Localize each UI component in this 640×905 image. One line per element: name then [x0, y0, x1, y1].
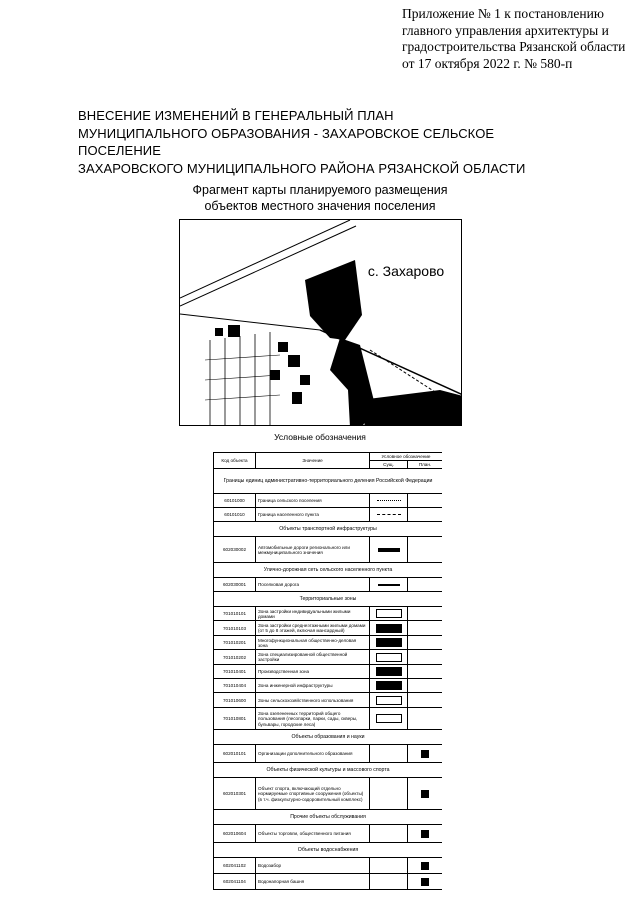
- symbol-cell: [370, 650, 408, 665]
- annex-line-4: от 17 октября 2022 г. № 580-п: [402, 55, 573, 71]
- symbol-cell: [408, 874, 443, 890]
- section-transport: Объекты транспортной инфраструктуры: [214, 522, 443, 537]
- col-code-header: Код объекта: [214, 453, 256, 469]
- legend-header-row: [214, 453, 443, 461]
- row-name: Производственная зона: [256, 665, 370, 679]
- parcel-row-3: [205, 395, 280, 400]
- row-code: 701010202: [214, 650, 256, 665]
- section-borders: Границы единиц административно-территориального деления Российской Федерации: [214, 469, 443, 494]
- row-code: 60101000: [214, 494, 256, 508]
- table-row: [214, 494, 443, 508]
- table-row: [214, 679, 443, 693]
- table-row: [214, 650, 443, 665]
- table-row: [214, 825, 443, 843]
- row-name: Объект спорта, включающий отдельно нормируемые спортивные сооружения (объекты) (в т.ч. физкультурно-оздоровительный комплекс): [256, 778, 370, 810]
- section-zones: Территориальные зоны: [214, 592, 443, 607]
- building-6: [270, 370, 280, 380]
- row-name: Объекты торговли, общественного питания: [256, 825, 370, 843]
- zone-midrise-symbol: [376, 624, 402, 633]
- parcel-row-2: [205, 375, 280, 380]
- row-name: Водозабор: [256, 858, 370, 874]
- map-fragment: [179, 219, 462, 426]
- symbol-cell: [408, 778, 443, 810]
- village-road-symbol: [378, 584, 400, 586]
- row-name: Зона озелененных территорий общего пользования (лесопарки, парки, сады, скверы, бульвары, городские леса): [256, 708, 370, 730]
- row-name: Зона инженерной инфраструктуры: [256, 679, 370, 693]
- table-row: [214, 621, 443, 636]
- education-object-symbol: [421, 750, 429, 758]
- section-street: Улично-дорожная сеть сельского населенного пункта: [214, 563, 443, 578]
- heading-line-1: ВНЕСЕНИЕ ИЗМЕНЕНИЙ В ГЕНЕРАЛЬНЫЙ ПЛАН: [78, 108, 394, 123]
- row-code: 701010401: [214, 665, 256, 679]
- sport-object-symbol: [421, 790, 429, 798]
- symbol-cell: [370, 636, 408, 650]
- row-name: Граница населенного пункта: [256, 508, 370, 522]
- row-name: Водонапорная башня: [256, 874, 370, 890]
- building-5: [292, 392, 302, 404]
- settlement-label: с. Захарово: [367, 263, 445, 279]
- symbol-cell: [370, 665, 408, 679]
- annex-line-1: Приложение № 1 к постановлению: [402, 6, 604, 21]
- legend-section-row: [214, 843, 443, 858]
- row-name: Поселковая дорога: [256, 578, 370, 592]
- col-exist-header: Сущ.: [370, 461, 408, 469]
- legend-section-row: [214, 522, 443, 537]
- building-7: [215, 328, 223, 336]
- symbol-cell: [370, 679, 408, 693]
- road-diagonal: [180, 314, 320, 330]
- water-tower-symbol: [421, 878, 429, 886]
- zone-public-symbol: [376, 653, 402, 662]
- row-code: 701010404: [214, 679, 256, 693]
- legend-table-container: [213, 452, 442, 905]
- symbol-cell: [408, 825, 443, 843]
- row-code: 602010101: [214, 745, 256, 763]
- table-row: [214, 708, 443, 730]
- section-water: Объекты водоснабжения: [214, 843, 443, 858]
- zone-south: [360, 390, 462, 426]
- table-row: [214, 693, 443, 708]
- legend-section-row: [214, 592, 443, 607]
- symbol-cell: [370, 607, 408, 621]
- border-locality-symbol: [377, 514, 401, 515]
- row-code: 701010101: [214, 607, 256, 621]
- zone-business-symbol: [376, 638, 402, 647]
- row-name: Граница сельского поселения: [256, 494, 370, 508]
- building-2: [278, 342, 288, 352]
- document-heading: [78, 107, 578, 177]
- symbol-cell: [370, 621, 408, 636]
- zone-green-symbol: [376, 714, 402, 723]
- legend-section-row: [214, 810, 443, 825]
- row-name: Многофункциональная общественно-деловая зона: [256, 636, 370, 650]
- row-code: 701010103: [214, 621, 256, 636]
- parcel-row-1: [205, 355, 280, 360]
- section-education: Объекты образования и науки: [214, 730, 443, 745]
- heading-line-2: МУНИЦИПАЛЬНОГО ОБРАЗОВАНИЯ - ЗАХАРОВСКОЕ СЕЛЬСКОЕ ПОСЕЛЕНИЕ: [78, 125, 495, 158]
- table-row: [214, 778, 443, 810]
- legend-title: Условные обозначения: [274, 432, 366, 442]
- symbol-cell: [370, 537, 408, 563]
- row-code: 701010801: [214, 708, 256, 730]
- row-name: Автомобильные дороги регионального или межмуниципального значения: [256, 537, 370, 563]
- legend-section-row: [214, 563, 443, 578]
- symbol-cell: [408, 858, 443, 874]
- row-code: 602041102: [214, 858, 256, 874]
- col-symbol-header: Условное обозначение: [370, 453, 443, 461]
- row-code: 602010604: [214, 825, 256, 843]
- table-row: [214, 607, 443, 621]
- table-row: [214, 665, 443, 679]
- building-1: [228, 325, 240, 337]
- heading-line-3: ЗАХАРОВСКОГО МУНИЦИПАЛЬНОГО РАЙОНА РЯЗАНСКОЙ ОБЛАСТИ: [78, 160, 526, 176]
- annex-line-2: главного управления архитектуры и: [402, 22, 609, 38]
- table-row: [214, 508, 443, 522]
- table-row: [214, 745, 443, 763]
- legend-section-row: [214, 469, 443, 494]
- map-caption: [150, 182, 490, 214]
- row-name: Зона специализированной общественной застройки: [256, 650, 370, 665]
- row-name: Зона застройки индивидуальными жилыми домами: [256, 607, 370, 621]
- water-intake-symbol: [421, 862, 429, 870]
- table-row: [214, 636, 443, 650]
- row-code: 602030002: [214, 537, 256, 563]
- symbol-cell: [370, 508, 408, 522]
- table-row: [214, 858, 443, 874]
- section-sport: Объекты физической культуры и массового спорта: [214, 763, 443, 778]
- zone-production: [305, 260, 362, 340]
- row-name: Организации дополнительного образования: [256, 745, 370, 763]
- annex-block: [402, 6, 638, 72]
- building-3: [288, 355, 300, 367]
- legend-section-row: [214, 730, 443, 745]
- section-services: Прочие объекты обслуживания: [214, 810, 443, 825]
- row-code: 602041104: [214, 874, 256, 890]
- table-row: [214, 578, 443, 592]
- row-code: 60101010: [214, 508, 256, 522]
- symbol-cell: [370, 708, 408, 730]
- zone-agricultural-symbol: [376, 696, 402, 705]
- table-row: [214, 874, 443, 890]
- legend-table: [213, 452, 442, 890]
- map-caption-line-2: объектов местного значения поселения: [204, 199, 436, 213]
- row-code: 602010301: [214, 778, 256, 810]
- row-name: Зоны сельскохозяйственного использования: [256, 693, 370, 708]
- regional-road-symbol: [378, 548, 400, 552]
- symbol-cell: [408, 745, 443, 763]
- col-name-header: Значение: [256, 453, 370, 469]
- row-name: Зона застройки среднеэтажными жилыми домами (от 5 до 8 этажей, включая мансардный): [256, 621, 370, 636]
- col-plan-header: План.: [408, 461, 443, 469]
- symbol-cell: [370, 578, 408, 592]
- map-drawing: [180, 220, 462, 426]
- border-settlement-symbol: [377, 500, 401, 501]
- building-4: [300, 375, 310, 385]
- zone-engineering-symbol: [376, 681, 402, 690]
- legend-section-row: [214, 763, 443, 778]
- table-row: [214, 537, 443, 563]
- zone-individual-symbol: [376, 609, 402, 618]
- symbol-cell: [370, 693, 408, 708]
- trade-object-symbol: [421, 830, 429, 838]
- row-code: 701010201: [214, 636, 256, 650]
- zone-production-symbol: [376, 667, 402, 676]
- map-caption-line-1: Фрагмент карты планируемого размещения: [192, 183, 448, 197]
- row-code: 602030001: [214, 578, 256, 592]
- symbol-cell: [370, 494, 408, 508]
- row-code: 701010600: [214, 693, 256, 708]
- annex-line-3: градостроительства Рязанской области: [402, 39, 626, 54]
